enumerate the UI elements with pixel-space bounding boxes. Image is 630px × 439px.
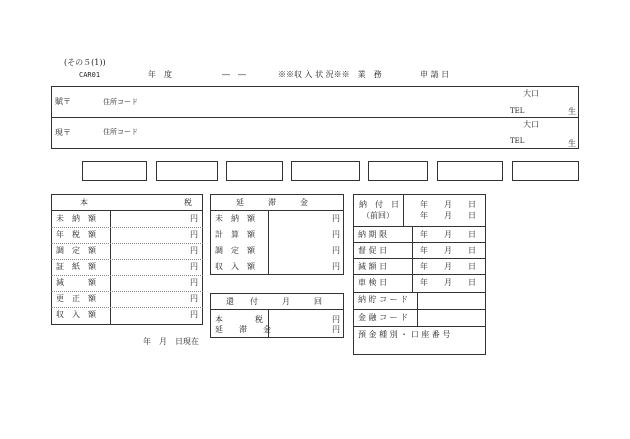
sheet-number: (その５(1)) [64, 58, 106, 67]
honzei-unit: 円 [190, 310, 198, 319]
honzei-row-divider [51, 227, 203, 228]
codes-divider [353, 309, 486, 310]
kanpu-row-label-2: 延 滞 金 [215, 325, 271, 334]
honzei-unit: 円 [190, 214, 198, 223]
date-row-label: 車 検 日 [358, 278, 388, 287]
date-row-value: 年 月 日 [420, 246, 476, 255]
kanpu-unit-1: 円 [332, 315, 340, 324]
as-of-date: 年 月 日現在 [143, 337, 199, 346]
kanpu-unit-2: 円 [332, 325, 340, 334]
entai-column-divider [268, 210, 269, 275]
honzei-row-label: 証 紙 額 [56, 262, 96, 271]
honzei-row-label: 収 入 額 [56, 310, 96, 319]
oaza-label-1: 大口 [523, 89, 539, 98]
honzei-row-divider [51, 307, 203, 308]
nofu-date-2: 年 月 日 [420, 211, 476, 220]
address-code-label-2: 住所コード [103, 128, 138, 136]
entai-row-label: 調 定 額 [215, 246, 255, 255]
date-row-value: 年 月 日 [420, 278, 476, 287]
honzei-row-divider [51, 291, 203, 292]
entry-box-5[interactable] [368, 161, 428, 181]
nofu-divider [403, 194, 404, 226]
entry-box-1[interactable] [82, 161, 147, 181]
honzei-unit: 円 [190, 278, 198, 287]
date-row-value: 年 月 日 [420, 230, 476, 239]
date-row-label: 督 促 日 [358, 246, 388, 255]
date-row-divider [353, 242, 486, 243]
tax-address-label: 賦〒 [55, 97, 71, 106]
sei-label-1: 生 [568, 107, 576, 116]
honzei-row-divider [51, 259, 203, 260]
honzei-row-divider [51, 275, 203, 276]
date-row-label: 減 額 日 [358, 262, 388, 271]
entry-box-2[interactable] [156, 161, 218, 181]
nofu-date-1: 年 月 日 [420, 200, 476, 209]
honzei-row-label: 更 正 額 [56, 294, 96, 303]
honzei-unit: 円 [190, 294, 198, 303]
entai-row-label: 計 算 額 [215, 230, 255, 239]
dates-divider-codes [353, 292, 486, 293]
honzei-row-label: 調 定 額 [56, 246, 96, 255]
nozei-code-label: 納 貯 コ ー ド [358, 295, 409, 304]
entry-box-6[interactable] [437, 161, 503, 181]
kinyu-code-label: 金 融 コ ー ド [358, 313, 409, 322]
address-code-label-1: 住所コード [103, 98, 138, 106]
entry-box-3[interactable] [226, 161, 283, 181]
honzei-row-label: 未 納 額 [56, 214, 96, 223]
entai-unit: 円 [332, 230, 340, 239]
date-row-label: 納 期 限 [358, 230, 388, 239]
kanpu-header-divider [210, 309, 344, 310]
apply-date-label: 申 請 日 [420, 70, 450, 79]
honzei-title: 本 税 [80, 198, 192, 207]
nofu-label: 納 付 日 [359, 200, 399, 209]
entai-unit: 円 [332, 262, 340, 271]
nofu-sub-label: （前回） [362, 211, 394, 220]
date-row-divider [353, 258, 486, 259]
yokin-label: 預 金 種 別 ・ 口 座 番 号 [358, 330, 451, 339]
form-title: ※※収 入 状 況※※ 業 務 [278, 70, 382, 79]
honzei-row-divider [51, 243, 203, 244]
entai-row-label: 収 入 額 [215, 262, 255, 271]
form-code: CAR01 [79, 71, 101, 79]
entai-header-divider [210, 210, 344, 211]
sei-label-2: 生 [568, 139, 576, 148]
entry-box-7[interactable] [512, 161, 579, 181]
codes-divider-2 [353, 326, 486, 327]
honzei-unit: 円 [190, 230, 198, 239]
dates-column-divider [412, 226, 413, 292]
fiscal-year-label: 年 度 [148, 70, 172, 79]
dates-divider-1 [353, 226, 486, 227]
honzei-header-divider [51, 210, 203, 211]
entai-unit: 円 [332, 246, 340, 255]
dash-separator: ― ― [222, 70, 246, 79]
honzei-unit: 円 [190, 246, 198, 255]
current-address-label: 現〒 [55, 128, 71, 137]
date-row-divider [353, 274, 486, 275]
honzei-row-label: 減 額 [56, 278, 96, 287]
entry-box-4[interactable] [291, 161, 360, 181]
address-divider [51, 117, 579, 118]
entai-row-label: 未 納 額 [215, 214, 255, 223]
tel-label-2: TEL [510, 137, 525, 145]
oaza-label-2: 大口 [523, 120, 539, 129]
tel-label-1: TEL [510, 107, 525, 115]
kanpu-title: 還 付 月 回 [226, 297, 322, 306]
kanpu-row-label-1: 本 税 [215, 315, 263, 324]
honzei-row-label: 年 税 額 [56, 230, 96, 239]
date-row-value: 年 月 日 [420, 262, 476, 271]
entai-unit: 円 [332, 214, 340, 223]
honzei-unit: 円 [190, 262, 198, 271]
entai-title: 延 滞 金 [236, 198, 308, 207]
